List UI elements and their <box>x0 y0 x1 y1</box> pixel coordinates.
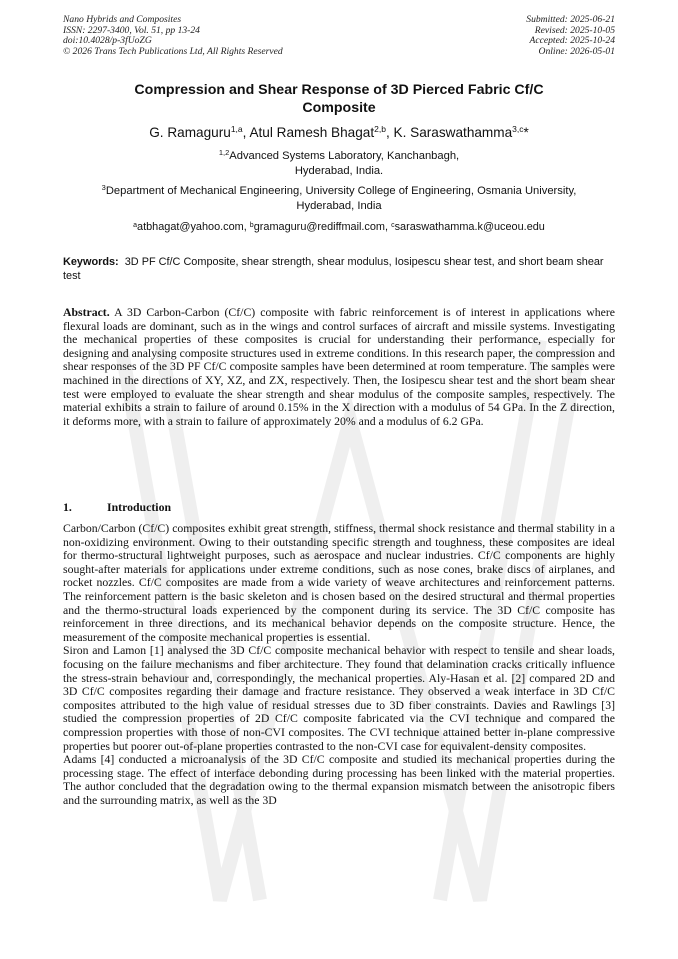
journal-doi: doi:10.4028/p-3fUoZG <box>63 35 152 47</box>
author-name: G. Ramaguru <box>149 125 231 140</box>
keywords-label: Keywords: <box>63 256 119 268</box>
section-title: Introduction <box>107 500 172 514</box>
dates-header <box>526 15 615 57</box>
affiliation-1: $^{1,2}$Advanced Systems Laboratory, Kanchanbagh, Hyderabad, India. <box>218 148 460 177</box>
author-list: G. Ramaguru$^{1,a}$, Atul Ramesh Bhagat$^{2,b}$, K. Saraswathamma$^{3,c}$* <box>149 124 529 140</box>
email-link[interactable]: gramaguru@rediffmail.com, <box>253 221 389 233</box>
paragraph: Siron and Lamon [1] analysed the 3D Cf/C composite mechanical behavior with respect to tensile and shear loads, focusing on the failure mechanisms and fiber architecture. They found that delamination cracks critically influence the stress-strain behaviour and, correspondingly, the mechanical properties. Aly-Hasan et al. [2] compared 2D and 3D Cf/C composites regarding their damage and fracture resistance. They observed a weak interface in 3D Cf/C composites attributed to the high value of residual stresses due to 3D fiber constraints. Davies and Rawlings [3] studied the compression properties of 2D Cf/C composite fabricated via the CVI technique and compared the compression properties with those of non-CVI composites. The CVI technique attained better in-plane compressive properties but poorer out-of-plane properties contrasted to the non-CVI case for equivalent-density composites. <box>63 644 615 753</box>
author-emails: $^a$atbhagat@yahoo.com, $^b$gramaguru@rediffmail.com, $^c$saraswathamma.k@uceou.edu <box>133 221 545 233</box>
journal-copyright: © 2026 Trans Tech Publications Ltd, All Rights Reserved <box>63 45 283 57</box>
section-number: 1. <box>63 500 72 514</box>
online-date: Online: 2026-05-01 <box>538 45 615 57</box>
author-name: K. Saraswathamma <box>393 125 513 140</box>
keywords <box>63 256 615 283</box>
journal-name: Nano Hybrids and Composites <box>63 14 182 25</box>
section-heading <box>63 500 171 514</box>
corresponding-mark: * <box>523 125 529 140</box>
paper-title: Compression and Shear Response of 3D Pierced Fabric Cf/C Composite <box>134 82 544 116</box>
email-link[interactable]: atbhagat@yahoo.com, <box>137 221 247 233</box>
abstract <box>63 306 615 428</box>
journal-header <box>63 15 283 57</box>
author-name: Atul Ramesh Bhagat <box>249 125 375 140</box>
submitted-date: Submitted: 2025-06-21 <box>526 14 615 25</box>
introduction-body <box>63 522 615 807</box>
revised-date: Revised: 2025-10-05 <box>534 24 615 36</box>
email-link[interactable]: saraswathamma.k@uceou.edu <box>394 221 545 233</box>
keywords-text: 3D PF Cf/C Composite, shear strength, shear modulus, Iosipescu shear test, and short beam shear test <box>63 256 604 282</box>
abstract-text: A 3D Carbon-Carbon (Cf/C) composite with fabric reinforcement is of interest in applications where flexural loads are dominant, such as in the wings and control surfaces of aircraft and missile systems. Investigating the mechanical properties of these composites is crucial for understanding their performance, especially for designing and analysing composite structures used in extreme conditions. In this research paper, the compression and shear responses of the 3D PF Cf/C composite samples have been determined at room temperature. The samples were machined in the directions of XY, XZ, and ZX, respectively. Then, the Iosipescu shear test and the short beam shear test were employed to evaluate the shear strength and shear modulus of the composite samples, respectively. The material exhibits a strain to failure of around 0.15% in the X direction with a modulus of 54 GPa. In the Z direction, it deforms more, with a strain to failure of approximately 20% and a modulus of 6.2 GPa. <box>63 306 615 428</box>
paragraph: Adams [4] conducted a microanalysis of the 3D Cf/C composite and studied its mechanical properties during the processing stage. The effect of interface debonding during processing has been linked with the material properties. The author concluded that the degradation owing to the thermal expansion mismatch between the anisotropic fibers and the surrounding matrix, as well as the 3D <box>63 753 615 807</box>
journal-issn: ISSN: 2297-3400, Vol. 51, pp 13-24 <box>63 24 200 36</box>
affiliation-2: $^3$Department of Mechanical Engineering, University College of Engineering, Osmania University, Hyderabad, India <box>101 183 577 212</box>
accepted-date: Accepted: 2025-10-24 <box>529 35 615 47</box>
paragraph: Carbon/Carbon (Cf/C) composites exhibit great strength, stiffness, thermal shock resistance and thermal stability in a non-oxidizing environment. Owing to their outstanding specific strength and toughness, these composites are ideal for thermo-structural lightweight purposes, such as aerospace and nuclear industries. Cf/C components are highly sought-after materials for applications under extreme conditions, such as nose cones, brake discs of airplanes, and rocket nozzles. Cf/C composites are made from a wide variety of weave architectures and reinforcement patterns. The reinforcement pattern is the basic skeleton and is chosen based on the desired structural and thermal properties and the thermo-structural loads experienced by the component during its service. The 3D Cf/C composite has reinforcement in three directions, and its mechanical behavior depends on the composite structure. Hence, the measurement of the composite mechanical properties is essential. <box>63 522 615 644</box>
abstract-label: Abstract. <box>63 306 110 319</box>
